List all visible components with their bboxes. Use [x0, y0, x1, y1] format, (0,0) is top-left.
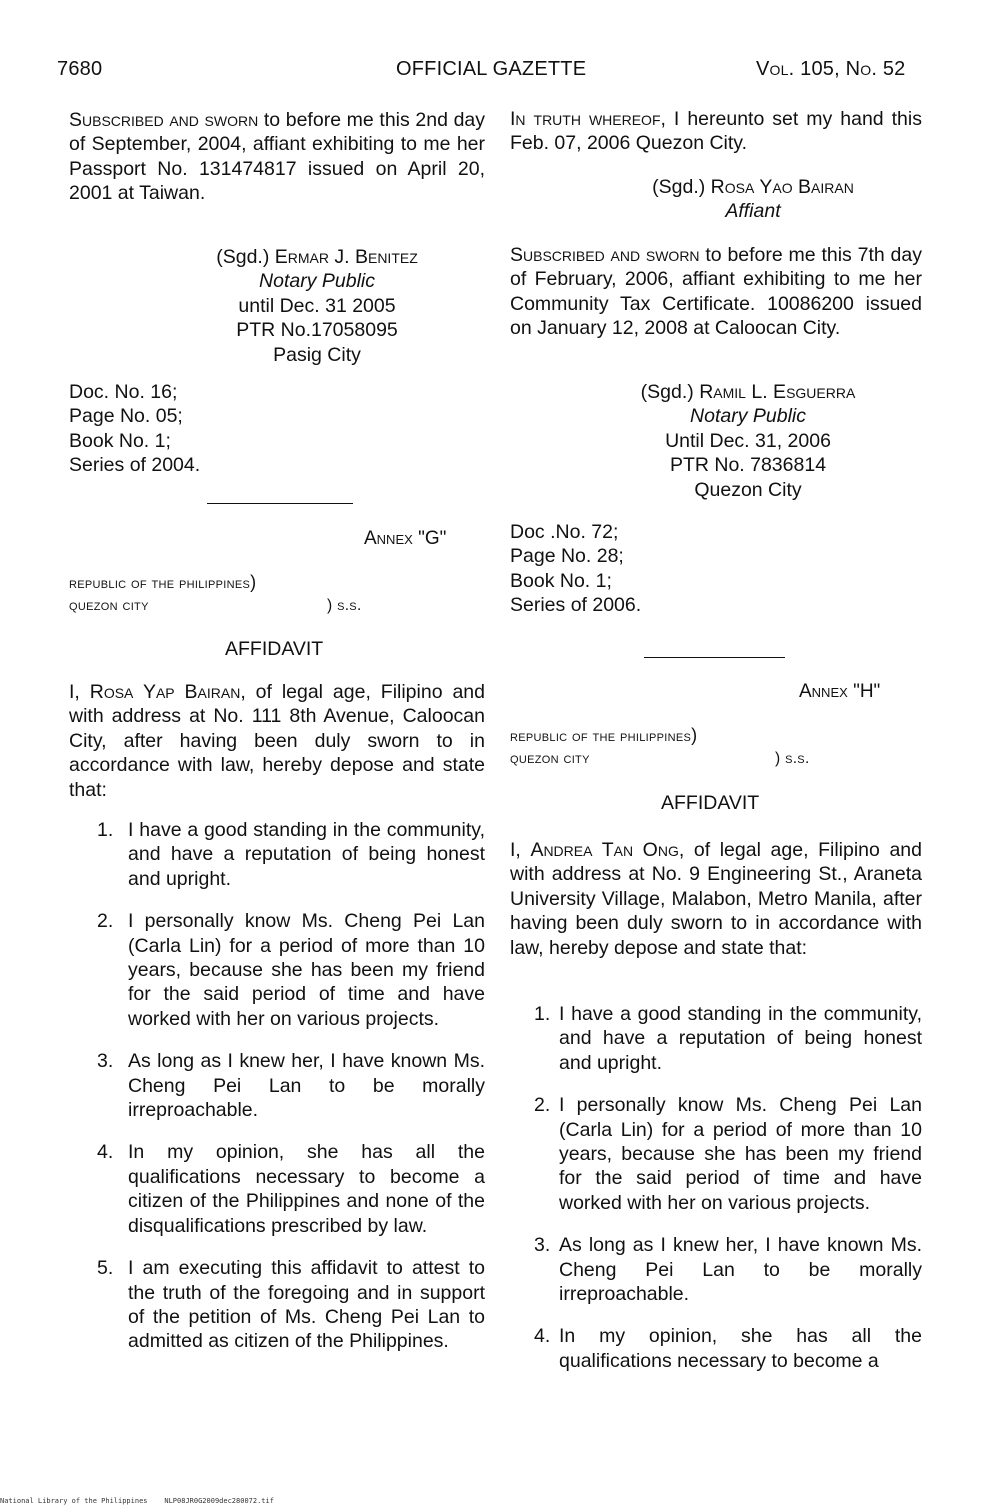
item-number: 3. [534, 1234, 551, 1257]
right-truth-paragraph [510, 107, 922, 156]
right-affiant-name: Rosa Yao Bairan [710, 176, 854, 198]
right-truth-text: , I hereunto set my hand this Feb. 07, 2006 Quezon City. [510, 108, 922, 155]
left-notary-block [186, 245, 448, 367]
right-notary-name: Ramil L. Esguerra [699, 381, 856, 403]
left-city-line: quezon city [69, 597, 149, 614]
left-notary-ptr: PTR No.17058095 [236, 319, 398, 342]
right-notary-name-line [610, 380, 886, 404]
right-intro-pre: I, [510, 839, 531, 861]
left-statement-list [97, 818, 485, 1372]
item-number: 5. [97, 1257, 114, 1280]
left-sworn-paragraph [69, 108, 485, 206]
left-notary-role: Notary Public [259, 270, 375, 293]
list-item [534, 1002, 922, 1075]
right-sworn-paragraph [510, 243, 922, 341]
item-text: I have a good standing in the community, and have a reputation of being honest and upright. [559, 1003, 922, 1074]
left-separator-rule [207, 503, 353, 504]
right-doc-no: Doc .No. 72; [510, 521, 619, 543]
right-republic-line [510, 725, 697, 746]
right-notary-city: Quezon City [694, 478, 802, 501]
item-number: 2. [534, 1094, 551, 1117]
item-number: 2. [97, 910, 114, 933]
right-book-no: Book No. 1; [510, 569, 612, 592]
list-item [97, 1049, 485, 1122]
left-notary-name: Ermar J. Benitez [274, 246, 418, 268]
item-number: 1. [534, 1003, 551, 1025]
right-series: Series of 2006. [510, 594, 642, 617]
right-sworn-lead: Subscribed and sworn [510, 244, 700, 266]
left-affidavit-title: AFFIDAVIT [225, 638, 324, 660]
item-text: I personally know Ms. Cheng Pei Lan (Carla Lin) for a period of more than 10 years, because she has been my friend for the said period of time and have worked with her on various projects. [128, 910, 485, 1030]
right-notary-sgd: (Sgd.) [640, 381, 700, 403]
left-sworn-lead: Subscribed and sworn [69, 109, 259, 131]
list-item [534, 1324, 922, 1373]
publication-title: OFFICIAL GAZETTE [396, 58, 587, 80]
item-text: In my opinion, she has all the qualifications necessary to become a [559, 1325, 922, 1372]
left-notary-sgd: (Sgd.) [216, 246, 275, 268]
right-affiant-role: Affiant [725, 200, 781, 223]
right-affiant-intro-name: Andrea Tan Ong [530, 839, 679, 861]
volume-number: Vol. 105, No. 52 [756, 58, 906, 80]
left-republic-text: republic of the philippines [69, 575, 251, 592]
left-republic-line [69, 572, 256, 593]
item-text: I personally know Ms. Cheng Pei Lan (Carla Lin) for a period of more than 10 years, because she has been my friend for the said period of time and have worked with her on various projects. [559, 1094, 922, 1214]
right-doc-block [510, 520, 810, 618]
list-item [97, 909, 485, 1031]
right-notary-until: Until Dec. 31, 2006 [665, 429, 831, 452]
item-number: 1. [97, 819, 114, 841]
left-annex-label: Annex "G" [364, 528, 447, 549]
footer-library: National Library of the Philippines [0, 1497, 148, 1505]
list-item [97, 1140, 485, 1238]
right-sworn-text: to before me this 7th day of February, 2006, affiant exhibiting to me her Community Tax Certificate. 10086200 issued on January 12, 2008 at Caloocan City. [510, 244, 922, 340]
right-annex-label: Annex "H" [799, 681, 881, 702]
right-republic-paren: ) [691, 725, 698, 745]
right-affidavit-title: AFFIDAVIT [661, 792, 760, 814]
right-affiant-block [620, 175, 886, 224]
item-number: 4. [534, 1325, 551, 1348]
list-item [534, 1093, 922, 1215]
item-number: 3. [97, 1050, 114, 1073]
right-affiant-name-line [620, 175, 886, 199]
right-truth-lead: In truth whereof [510, 108, 661, 130]
scan-footer [0, 1497, 274, 1505]
item-text: I am executing this affidavit to attest to the truth of the foregoing and in support of the petition of Ms. Cheng Pei Lan to admitted as citizen of the Philippines. [128, 1257, 485, 1353]
footer-file: NLP08JR0G2009dec280072.tif [164, 1497, 274, 1505]
right-page-no: Page No. 28; [510, 545, 624, 568]
left-affiant-name: Rosa Yap Bairan [89, 681, 241, 703]
list-item [534, 1233, 922, 1306]
list-item [97, 1256, 485, 1354]
right-statement-list [534, 1002, 922, 1391]
page-number: 7680 [57, 58, 103, 80]
left-republic-paren: ) [250, 572, 257, 592]
left-doc-no: Doc. No. 16; [69, 381, 178, 403]
item-text: As long as I knew her, I have known Ms. Cheng Pei Lan to be morally irreproachable. [559, 1234, 922, 1306]
right-intro-text: , of legal age, Filipino and with address at No. 9 Engineering St., Araneta University Village, Malabon, Metro Manila, after having been duly sworn to in accordance with law, hereby depose and state that: [510, 839, 922, 959]
left-notary-name-line [186, 245, 448, 269]
left-ss-mark: ) s.s. [327, 597, 362, 614]
right-notary-block [610, 380, 886, 502]
right-ss-mark: ) s.s. [775, 750, 810, 767]
left-series: Series of 2004. [69, 454, 201, 477]
left-affidavit-intro [69, 680, 485, 802]
right-affidavit-intro [510, 838, 922, 960]
list-item [97, 818, 485, 891]
right-separator-rule [644, 657, 785, 658]
left-notary-until: until Dec. 31 2005 [238, 294, 396, 317]
right-affiant-sgd: (Sgd.) [652, 176, 711, 198]
left-sworn-text: to before me this 2nd day of September, 2004, affiant exhibiting to me her Passport No. 131474817 issued on April 20, 2001 at Taiwan. [69, 109, 486, 205]
item-number: 4. [97, 1141, 114, 1164]
item-text: I have a good standing in the community, and have a reputation of being honest and upright. [128, 819, 485, 890]
right-republic-text: republic of the philippines [510, 728, 692, 745]
item-text: In my opinion, she has all the qualifications necessary to become a citizen of the Philippines and none of the disqualifications prescribed by law. [128, 1141, 485, 1237]
right-notary-ptr: PTR No. 7836814 [669, 454, 827, 477]
left-notary-city: Pasig City [273, 343, 361, 366]
right-notary-role: Notary Public [690, 405, 806, 428]
left-book-no: Book No. 1; [69, 429, 171, 452]
left-doc-block [69, 380, 369, 478]
left-page-no: Page No. 05; [69, 405, 183, 428]
left-intro-text: , of legal age, Filipino and with address at No. 111 8th Avenue, Caloocan City, after having been duly sworn to in accordance with law, hereby depose and state that: [69, 681, 485, 801]
right-city-line: quezon city [510, 750, 590, 767]
item-text: As long as I knew her, I have known Ms. Cheng Pei Lan to be morally irreproachable. [128, 1050, 485, 1122]
left-intro-pre: I, [69, 681, 90, 703]
